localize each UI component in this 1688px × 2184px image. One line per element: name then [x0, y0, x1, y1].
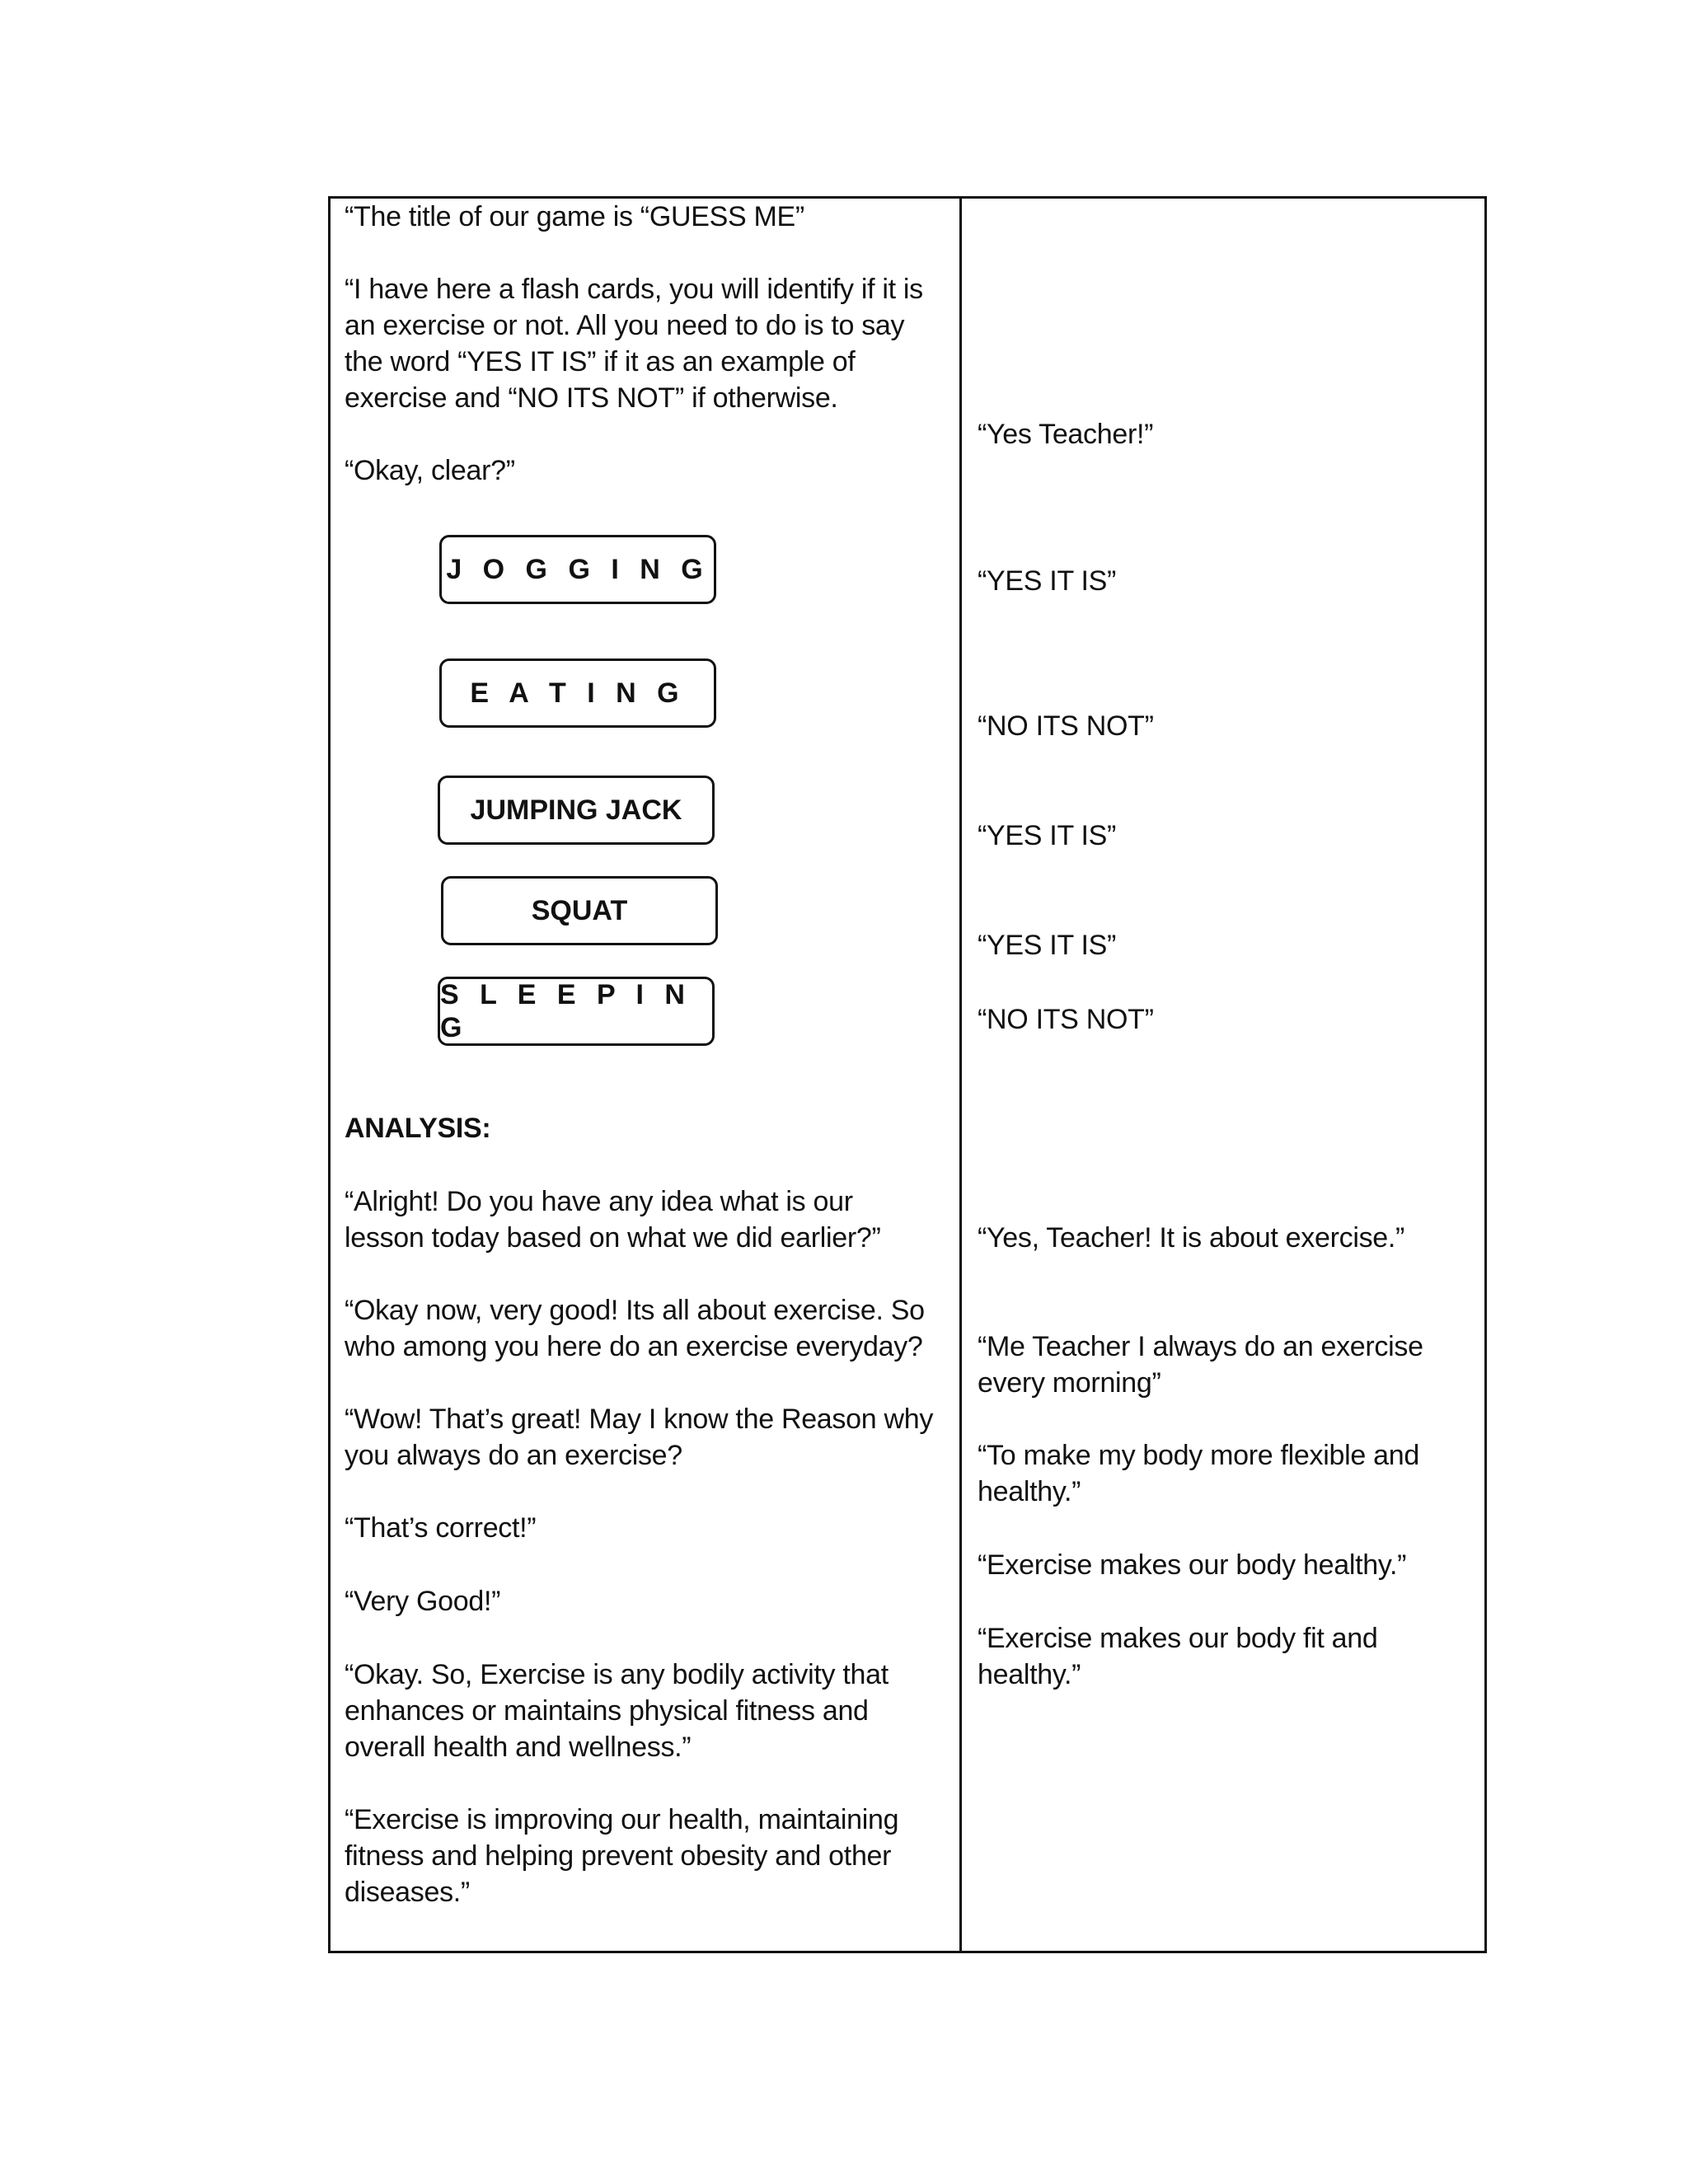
- student-response-jumping-jack: “YES IT IS”: [978, 820, 1116, 851]
- analysis-definition-line-2: enhances or maintains physical fitness and: [345, 1695, 869, 1727]
- student-response-squat: “YES IT IS”: [978, 930, 1116, 961]
- flash-card-jumping-jack: JUMPING JACK: [438, 776, 715, 845]
- student-response-yes-teacher: “Yes Teacher!”: [978, 419, 1154, 450]
- game-title-text: “The title of our game is “GUESS ME”: [345, 201, 804, 232]
- analysis-exercise-line-1: “Okay now, very good! Its all about exercise. So: [345, 1295, 925, 1326]
- analysis-definition-line-1: “Okay. So, Exercise is any bodily activity that: [345, 1659, 889, 1690]
- flash-card-squat: SQUAT: [441, 876, 718, 945]
- instruction-line-3: the word “YES IT IS” if it as an example of: [345, 346, 856, 377]
- student-response-lesson: “Yes, Teacher! It is about exercise.”: [978, 1222, 1405, 1254]
- analysis-heading: ANALYSIS:: [345, 1113, 491, 1144]
- analysis-reason-line-1: “Wow! That’s great! May I know the Reason why: [345, 1404, 934, 1435]
- analysis-question-line-1: “Alright! Do you have any idea what is our: [345, 1186, 853, 1217]
- analysis-benefits-line-2: fitness and helping prevent obesity and other: [345, 1840, 892, 1872]
- student-response-fit-line-1: “Exercise makes our body fit and: [978, 1623, 1378, 1654]
- student-response-exercise-line-2: every morning”: [978, 1367, 1161, 1399]
- instruction-line-4: exercise and “NO ITS NOT” if otherwise.: [345, 382, 838, 414]
- student-response-reason-line-2: healthy.”: [978, 1476, 1081, 1507]
- flash-card-eating: E A T I N G: [439, 658, 716, 728]
- student-response-exercise-line-1: “Me Teacher I always do an exercise: [978, 1331, 1423, 1362]
- analysis-question-line-2: lesson today based on what we did earlier?”: [345, 1222, 881, 1254]
- student-response-fit-line-2: healthy.”: [978, 1659, 1081, 1690]
- student-response-eating: “NO ITS NOT”: [978, 710, 1154, 742]
- analysis-benefits-line-1: “Exercise is improving our health, maintaining: [345, 1804, 899, 1835]
- instruction-line-2: an exercise or not. All you need to do is to say: [345, 310, 905, 341]
- analysis-definition-line-3: overall health and wellness.”: [345, 1732, 692, 1763]
- student-response-sleeping: “NO ITS NOT”: [978, 1004, 1154, 1035]
- column-divider: [959, 199, 962, 1951]
- flash-card-sleeping: S L E E P I N G: [438, 977, 715, 1046]
- analysis-reason-line-2: you always do an exercise?: [345, 1440, 682, 1471]
- instruction-line-1: “I have here a flash cards, you will identify if it is: [345, 274, 923, 305]
- analysis-very-good-text: “Very Good!”: [345, 1586, 501, 1617]
- student-response-reason-line-1: “To make my body more flexible and: [978, 1440, 1419, 1471]
- student-response-jogging: “YES IT IS”: [978, 565, 1116, 597]
- flash-card-jogging: J O G G I N G: [439, 535, 716, 604]
- student-response-healthy: “Exercise makes our body healthy.”: [978, 1549, 1407, 1581]
- analysis-exercise-line-2: who among you here do an exercise everyday?: [345, 1331, 923, 1362]
- analysis-correct-text: “That’s correct!”: [345, 1512, 537, 1544]
- lesson-table: [328, 196, 1487, 1953]
- clear-question-text: “Okay, clear?”: [345, 455, 515, 486]
- analysis-benefits-line-3: diseases.”: [345, 1877, 470, 1908]
